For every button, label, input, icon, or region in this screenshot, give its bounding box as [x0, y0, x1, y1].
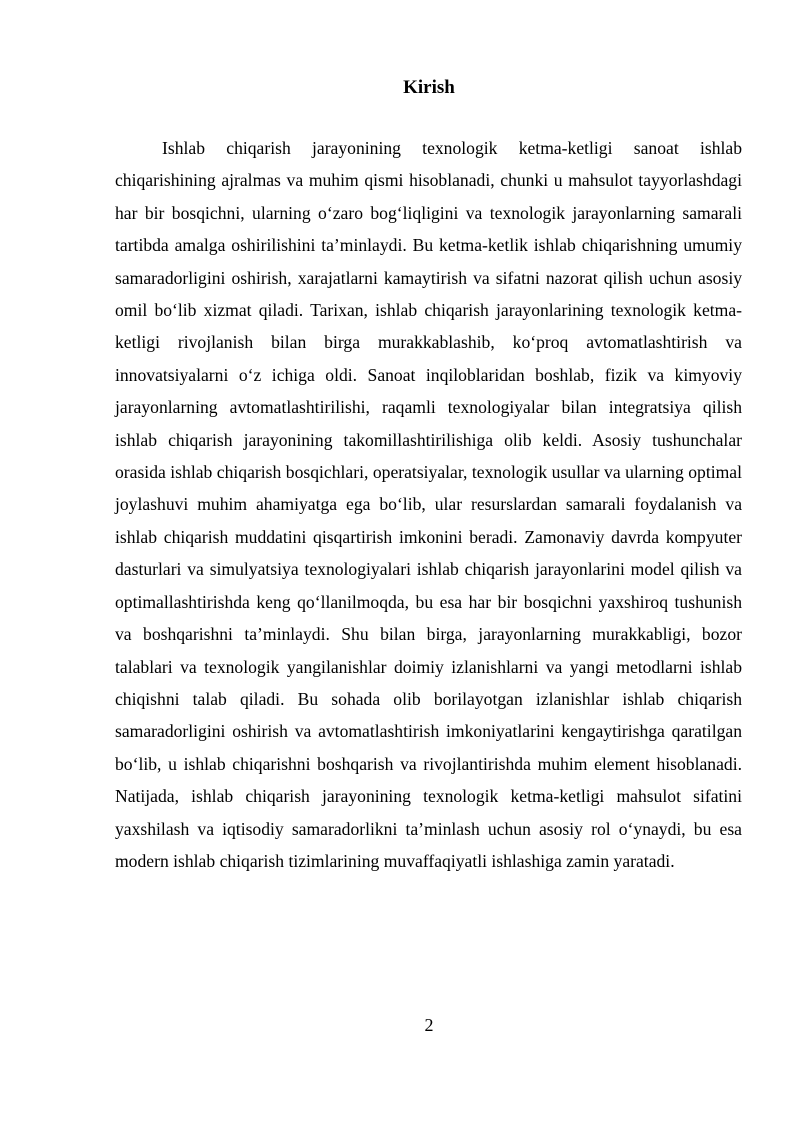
body-paragraph: Ishlab chiqarish jarayonining texnologik ketma-ketligi sanoat ishlab chiqarishining ajralmas va muhim qismi hisoblanadi, chunki u mahsulot tayyorlashdagi har bir bosqichni, ularning o‘zaro bog‘liqligini va texnologik jarayonlarning samarali tartibda amalga oshirilishini ta’minlaydi. Bu ketma-ketlik ishlab chiqarishning umumiy samaradorligini oshirish, xarajatlarni kamaytirish va sifatni nazorat qilish uchun asosiy omil bo‘lib xizmat qiladi. Tarixan, ishlab chiqarish jarayonlarining texnologik ketma-ketligi rivojlanish bilan birga murakkablashib, ko‘proq avtomatlashtirish va innovatsiyalarni o‘z ichiga oldi. Sanoat inqiloblaridan boshlab, fizik va kimyoviy jarayonlarning avtomatlashtirilishi, raqamli texnologiyalar bilan integratsiya qilish ishlab chiqarish jarayonining takomillashtirilishiga olib keldi. Asosiy tushunchalar orasida ishlab chiqarish bosqichlari, operatsiyalar, texnologik usullar va ularning optimal joylashuvi muhim ahamiyatga ega bo‘lib, ular resurslardan samarali foydalanish va ishlab chiqarish muddatini qisqartirish imkonini beradi. Zamonaviy davrda kompyuter dasturlari va simulyatsiya texnologiyalari ishlab chiqarish jarayonlarini model qilish va optimallashtirishda keng qo‘llanilmoqda, bu esa har bir bosqichni yaxshiroq tushunish va boshqarishni ta’minlaydi. Shu bilan birga, jarayonlarning murakkabligi, bozor talablari va texnologik yangilanishlar doimiy izlanishlarni va yangi metodlarni ishlab chiqishni talab qiladi. Bu sohada olib borilayotgan izlanishlar ishlab chiqarish samaradorligini oshirish va avtomatlashtirish imkoniyatlarini kengaytirishga qaratilgan bo‘lib, u ishlab chiqarishni boshqarish va rivojlantirishda muhim element hisoblanadi. Natijada, ishlab chiqarish jarayonining texnologik ketma-ketligi mahsulot sifatini yaxshilash va iqtisodiy samaradorlikni ta’minlash uchun asosiy rol o‘ynaydi, bu esa modern ishlab chiqarish tizimlarining muvaffaqiyatli ishlashiga zamin yaratadi. — [115, 138, 742, 871]
page-title: Kirish — [403, 77, 455, 98]
page-number: 2 — [424, 1015, 434, 1035]
